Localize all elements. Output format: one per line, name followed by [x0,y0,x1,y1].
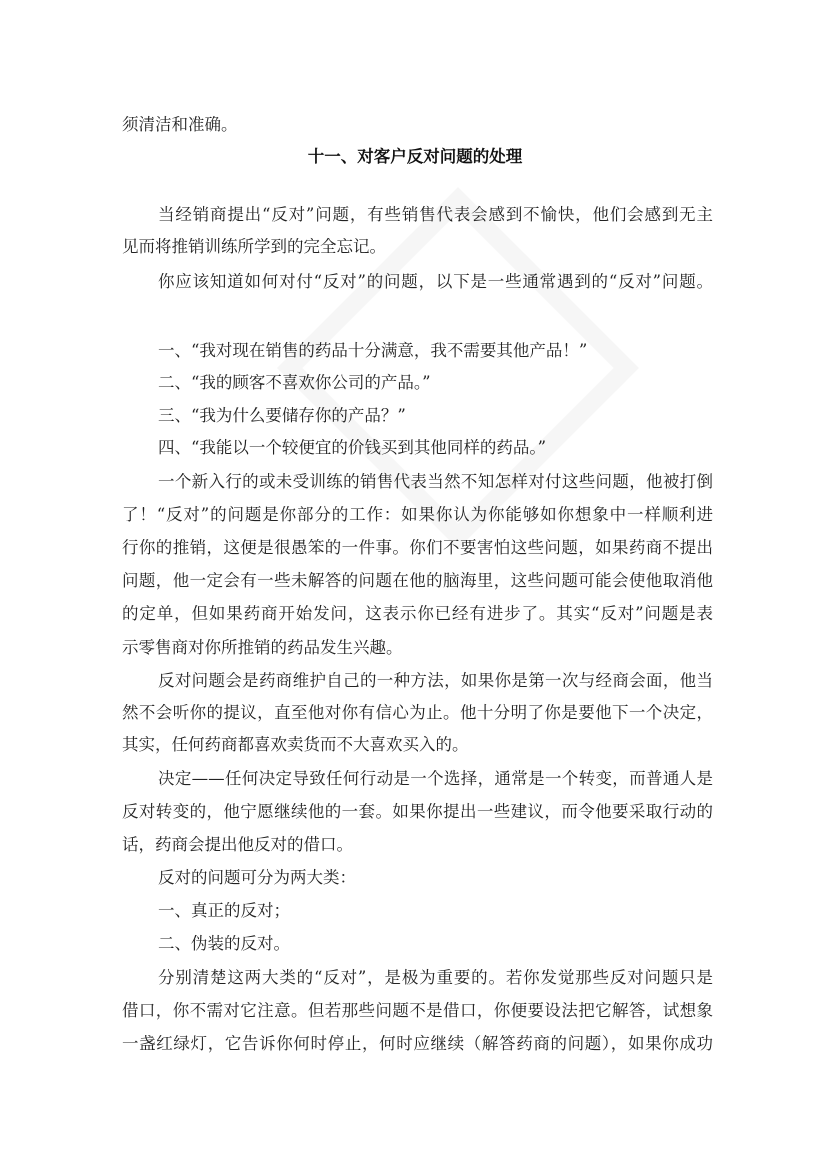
paragraph-line: 的定单，但如果药商开始发问，这表示你已经有进步了。其实“反对”问题是表 [122,604,713,623]
list-item: 三、“我为什么要储存你的产品？” [158,406,406,425]
paragraph-line: 你应该知道如何对付“反对”的问题，以下是一些通常遇到的“反对”问题。 [158,272,713,291]
paragraph-line: 然不会听你的提议，直至他对你有信心为止。他十分明了你是要他下一个决定， [122,703,713,722]
list-item: 二、伪装的反对。 [158,934,290,953]
list-item: 四、“我能以一个较便宜的价钱买到其他同样的药品。” [158,438,547,457]
paragraph-line: 反对转变的，他宁愿继续他的一套。如果你提出一些建议，而令他要采取行动的 [122,802,713,821]
paragraph-line: 借口，你不需对它注意。但若那些问题不是借口，你便要设法把它解答，试想象 [122,1001,713,1020]
paragraph-line: 决定——任何决定导致任何行动是一个选择，通常是一个转变，而普通人是 [158,769,713,788]
paragraph-line: 反对的问题可分为两大类： [158,868,356,887]
list-item: 一、真正的反对； [158,901,290,920]
paragraph-line: 示零售商对你所推销的药品发生兴趣。 [122,638,403,657]
paragraph-line: 其实，任何药商都喜欢卖货而不大喜欢买入的。 [122,735,469,754]
list-item: 二、“我的顾客不喜欢你公司的产品。” [158,373,431,392]
paragraph-line: 当经销商提出“反对”问题，有些销售代表会感到不愉快，他们会感到无主 [158,205,713,224]
paragraph-line: 反对问题会是药商维护自己的一种方法，如果你是第一次与经商会面，他当 [158,671,713,690]
paragraph-line: 问题，他一定会有一些未解答的问题在他的脑海里，这些问题可能会使他取消他 [122,571,713,590]
paragraph-line: 见而将推销训练所学到的完全忘记。 [122,237,386,256]
list-item: 一、“我对现在销售的药品十分满意，我不需要其他产品！” [158,341,588,360]
section-heading: 十一、对客户反对问题的处理 [307,147,523,166]
paragraph-line: 分别清楚这两大类的“反对”，是极为重要的。若你发觉那些反对问题只是 [158,968,713,987]
paragraph-line: 了！“反对”的问题是你部分的工作：如果你认为你能够如你想象中一样顺利进 [122,505,713,524]
paragraph-line: 一个新入行的或未受训练的销售代表当然不知怎样对付这些问题，他被打倒 [158,472,713,491]
paragraph-line: 须清洁和准确。 [122,115,238,134]
paragraph-line: 行你的推销，这便是很愚笨的一件事。你们不要害怕这些问题，如果药商不提出 [122,538,713,557]
paragraph-line: 话，药商会提出他反对的借口。 [122,835,353,854]
paragraph-line: 一盏红绿灯，它告诉你何时停止，何时应继续（解答药商的问题），如果你成功 [122,1034,713,1053]
